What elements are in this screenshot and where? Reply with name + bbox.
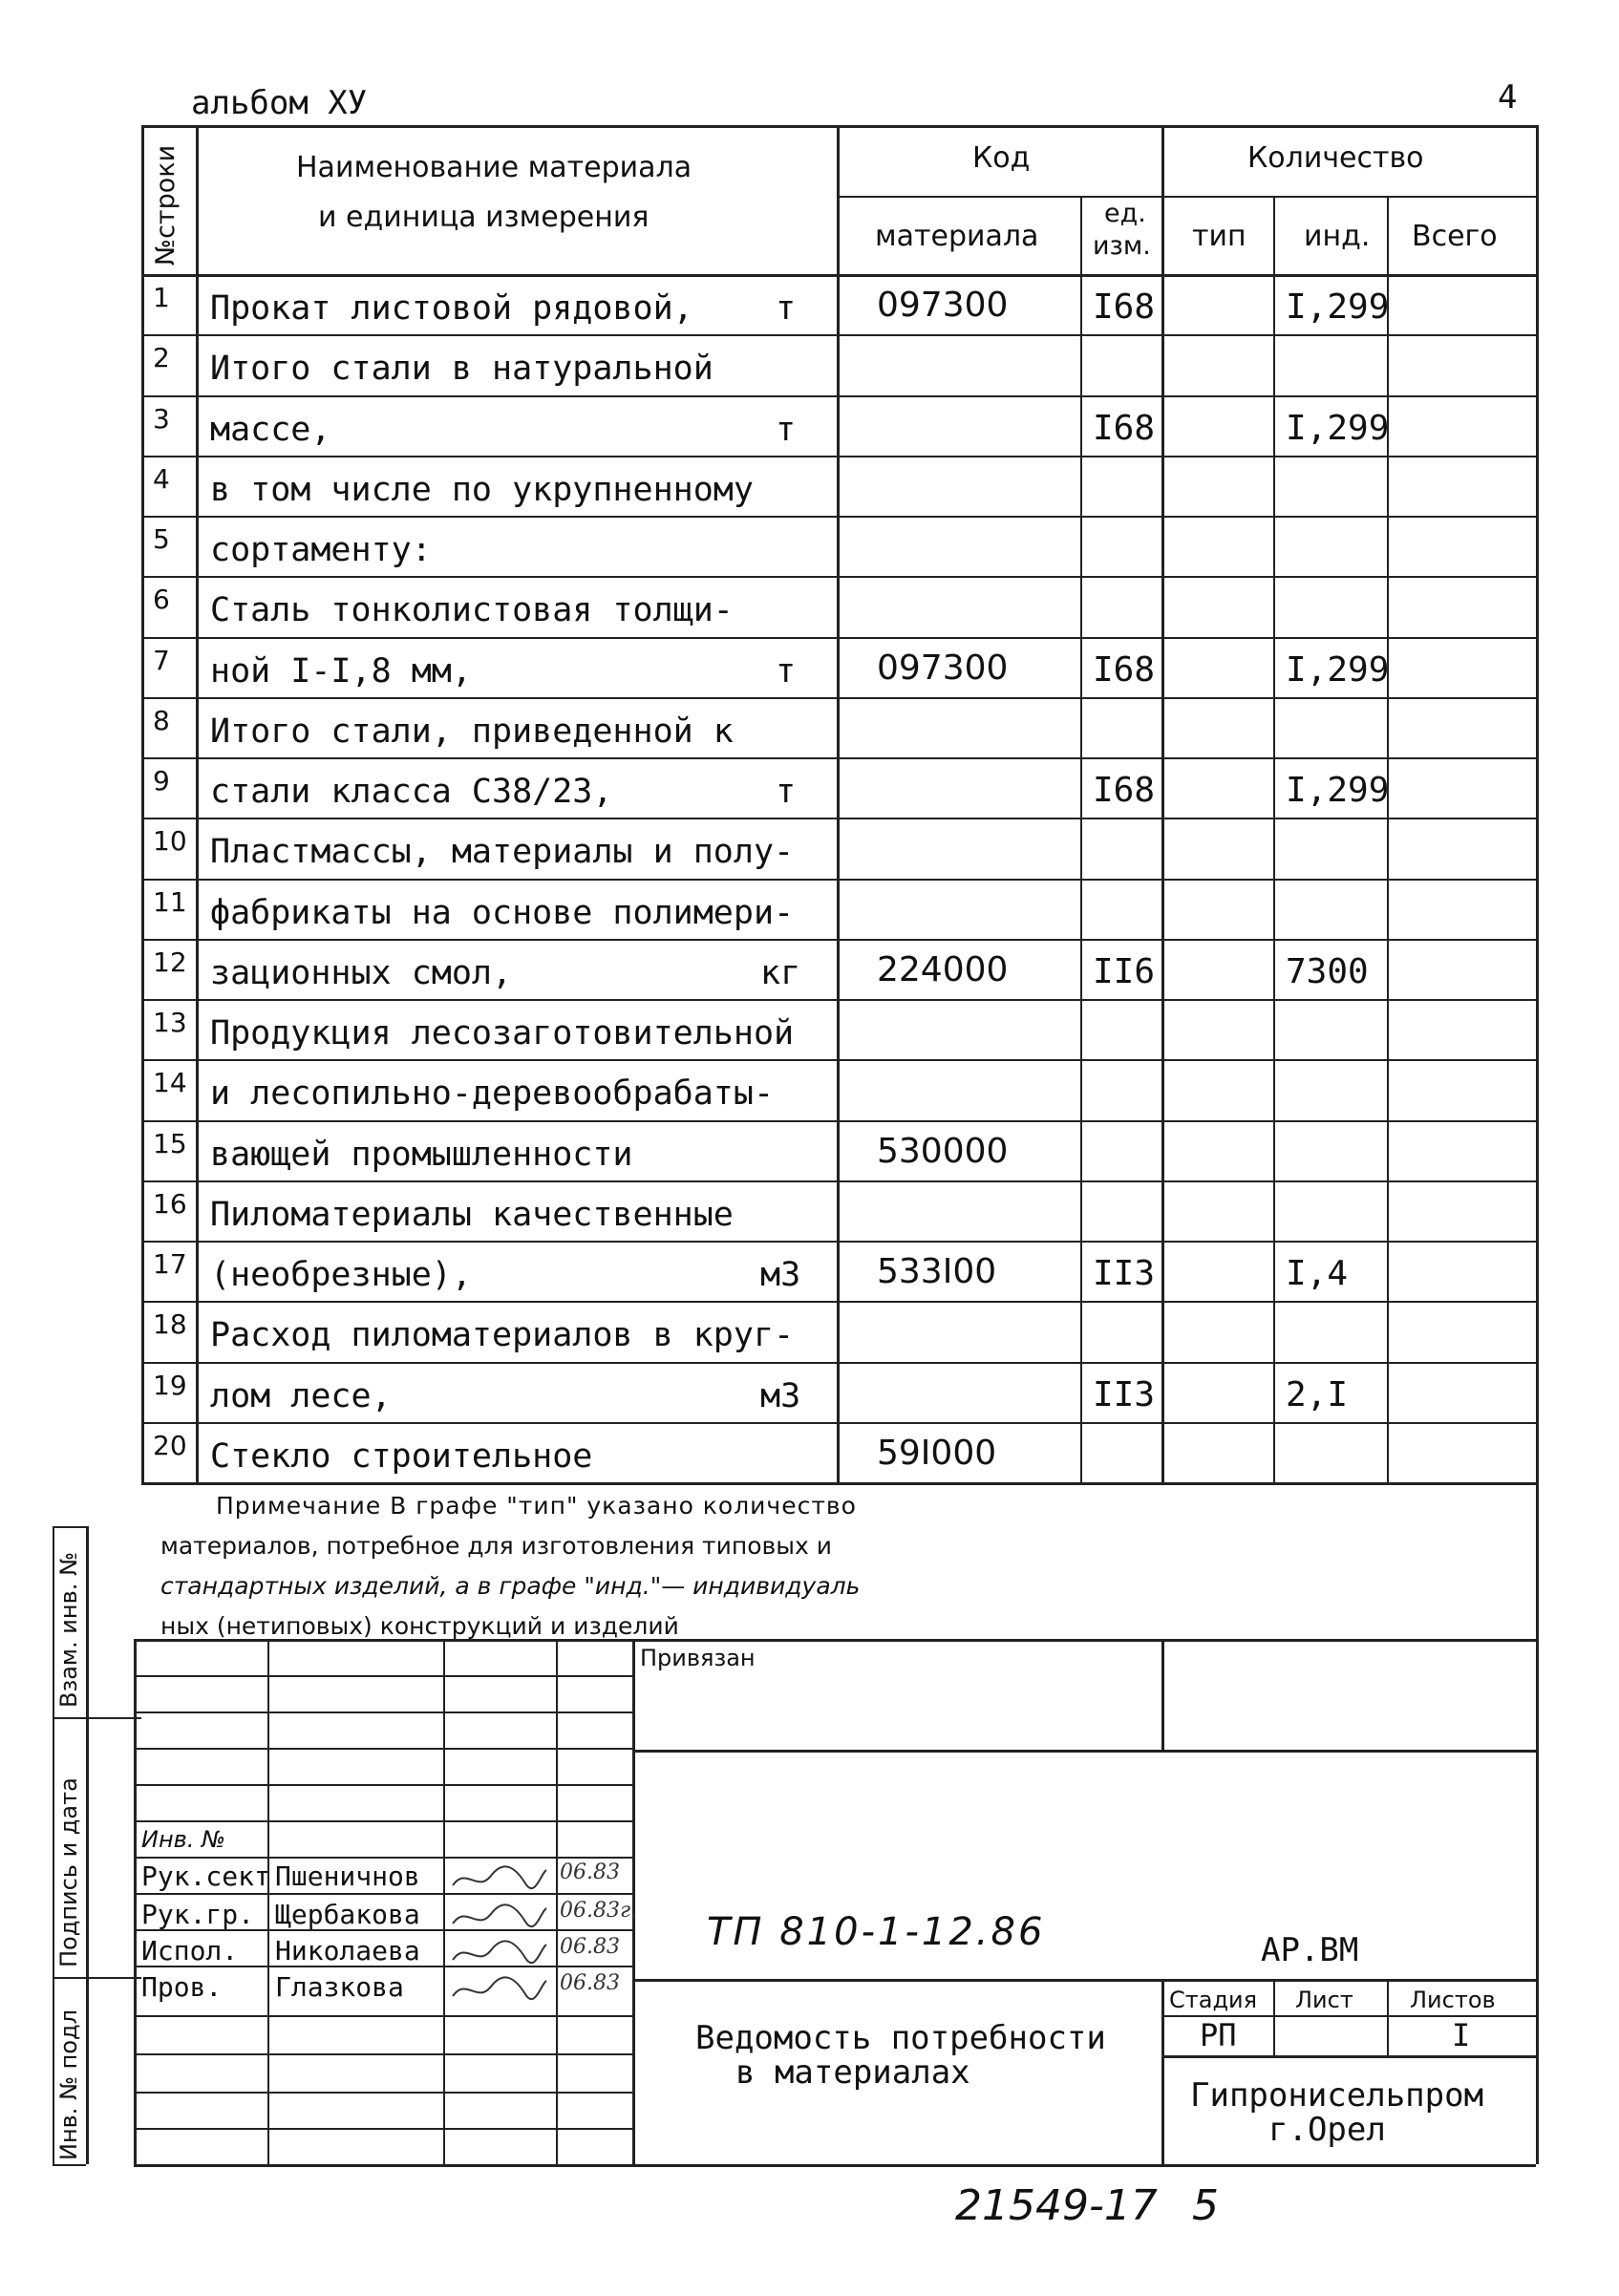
- material-name: массе,: [210, 411, 331, 449]
- row-number: 17: [153, 1248, 187, 1280]
- row-number: 15: [153, 1128, 187, 1159]
- header-row-no: №строки: [151, 144, 181, 266]
- privyazan-label: Привязан: [640, 1645, 756, 1671]
- material-name: и лесопильно-деревообрабаты-: [210, 1074, 775, 1113]
- material-name: Итого стали в натуральной: [210, 350, 714, 388]
- staff-date: 06.83: [560, 1860, 620, 1884]
- doc-title-line1: Ведомость потребности: [695, 2019, 1106, 2057]
- header-quantity: Количество: [1247, 141, 1424, 175]
- archive-number: 21549-17: [955, 2181, 1158, 2230]
- header-name-line1: Наименование материала: [296, 151, 692, 184]
- row-number: 20: [153, 1430, 187, 1461]
- qty-ind: 7300: [1286, 952, 1369, 991]
- material-name: Прокат листовой рядовой,: [210, 289, 693, 328]
- staff-role: Рук.сект: [141, 1860, 270, 1892]
- material-name: Расход пиломатериалов в круг-: [210, 1316, 795, 1354]
- side-vzam: Взам. инв. №: [55, 1552, 82, 1708]
- material-unit: т: [776, 411, 797, 449]
- material-unit: м3: [760, 1256, 801, 1294]
- row-number: 13: [153, 1007, 187, 1038]
- unit-code: II6: [1093, 952, 1156, 991]
- qty-ind: I,299: [1286, 287, 1390, 327]
- staff-name: Глазкова: [275, 1971, 404, 2003]
- unit-code: I68: [1093, 650, 1156, 690]
- archive-sheet: 5: [1192, 2181, 1219, 2230]
- row-number: 18: [153, 1308, 187, 1340]
- row-number: 4: [153, 463, 170, 495]
- material-name: стали класса С38/23,: [210, 773, 613, 811]
- sheets-value: I: [1452, 2017, 1471, 2053]
- page-number: 4: [1498, 78, 1518, 117]
- row-number: 12: [153, 946, 187, 978]
- sheets-label: Листов: [1410, 1987, 1496, 2013]
- staff-name: Пшеничнов: [275, 1860, 420, 1892]
- row-number: 2: [153, 342, 170, 373]
- unit-code: I68: [1093, 771, 1156, 810]
- row-number: 6: [153, 584, 170, 615]
- material-name: вающей промышленности: [210, 1136, 633, 1174]
- staff-date: 06.83: [560, 1935, 620, 1959]
- row-number: 7: [153, 645, 170, 676]
- staff-role: Рук.гр.: [141, 1899, 255, 1930]
- side-inv-podl: Инв. № подл: [55, 2009, 82, 2160]
- material-unit: т: [776, 289, 797, 328]
- signature: [449, 1864, 550, 1898]
- material-code: 59I000: [877, 1434, 997, 1473]
- material-name: Сталь тонколистовая толщи-: [210, 591, 734, 629]
- material-name: фабрикаты на основе полимери-: [210, 894, 795, 932]
- inv-no-label: Инв. №: [141, 1826, 226, 1853]
- material-name: Стекло строительное: [210, 1437, 593, 1476]
- row-number: 10: [153, 825, 187, 857]
- material-name: Пиломатериалы качественные: [210, 1196, 734, 1234]
- signature: [449, 1903, 550, 1936]
- unit-code: II3: [1093, 1254, 1156, 1293]
- row-number: 1: [153, 282, 170, 313]
- material-name: (необрезные),: [210, 1256, 472, 1294]
- stage-value: РП: [1200, 2017, 1237, 2053]
- unit-code: II3: [1093, 1375, 1156, 1414]
- header-type: тип: [1192, 220, 1246, 253]
- staff-role: Испол.: [141, 1935, 239, 1966]
- qty-ind: I,299: [1286, 771, 1390, 810]
- note-line: Примечание В графе "тип" указано количество: [216, 1492, 857, 1520]
- side-podpis: Подпись и дата: [55, 1777, 82, 1967]
- unit-code: I68: [1093, 287, 1156, 327]
- header-ind: инд.: [1304, 220, 1371, 253]
- material-unit: м3: [760, 1377, 801, 1415]
- doc-mark: АР.ВМ: [1261, 1931, 1359, 1969]
- row-number: 9: [153, 765, 170, 797]
- material-name: сортаменту:: [210, 531, 432, 569]
- material-name: Пластмассы, материалы и полу-: [210, 833, 795, 871]
- material-code: 097300: [877, 648, 1009, 688]
- row-number: 11: [153, 886, 187, 918]
- staff-role: Пров.: [141, 1971, 223, 2003]
- material-unit: кг: [760, 954, 801, 992]
- header-code: Код: [972, 141, 1031, 175]
- note-line: стандартных изделий, а в графе "инд."— индивидуаль: [160, 1572, 861, 1600]
- album-label: альбом ХУ: [191, 84, 368, 122]
- material-code: 224000: [877, 950, 1009, 989]
- row-number: 16: [153, 1188, 187, 1220]
- staff-name: Николаева: [275, 1935, 420, 1966]
- signature: [449, 1939, 550, 1972]
- material-name: ной I-I,8 мм,: [210, 652, 472, 691]
- staff-name: Щербакова: [275, 1899, 420, 1930]
- material-unit: т: [776, 652, 797, 691]
- header-unit-code-line1: ед.: [1104, 199, 1146, 228]
- row-number: 14: [153, 1067, 187, 1098]
- org-line1: Гипронисельпром: [1190, 2076, 1484, 2115]
- material-name: в том числе по укрупненному: [210, 471, 754, 509]
- qty-ind: I,299: [1286, 650, 1390, 690]
- header-material: материала: [875, 220, 1039, 253]
- org-line2: г.Орел: [1268, 2111, 1386, 2149]
- material-name: Итого стали, приведенной к: [210, 712, 734, 751]
- unit-code: I68: [1093, 409, 1156, 448]
- header-unit-code-line2: изм.: [1093, 231, 1151, 261]
- row-number: 5: [153, 523, 170, 555]
- material-name: Продукция лесозаготовительной: [210, 1014, 795, 1052]
- doc-code: ТП 810-1-12.86: [707, 1910, 1046, 1954]
- note-line: материалов, потребное для изготовления типовых и: [160, 1532, 832, 1560]
- material-code: 097300: [877, 286, 1009, 325]
- qty-ind: I,299: [1286, 409, 1390, 448]
- material-name: зационных смол,: [210, 954, 513, 992]
- material-code: 533I00: [877, 1252, 997, 1291]
- row-number: 8: [153, 705, 170, 736]
- note-line: ных (нетиповых) конструкций и изделий: [160, 1612, 679, 1640]
- sheet-label: Лист: [1295, 1987, 1353, 2013]
- material-name: лом лесе,: [210, 1377, 392, 1415]
- doc-title-line2: в материалах: [735, 2053, 970, 2092]
- staff-date: 06.83: [560, 1971, 620, 1995]
- staff-date: 06.83г.: [560, 1899, 638, 1923]
- material-code: 530000: [877, 1132, 1009, 1171]
- signature: [449, 1975, 550, 2009]
- material-unit: т: [776, 773, 797, 811]
- qty-ind: 2,I: [1286, 1375, 1349, 1414]
- header-total: Всего: [1412, 220, 1498, 253]
- row-number: 3: [153, 403, 170, 435]
- row-number: 19: [153, 1370, 187, 1401]
- stage-label: Стадия: [1169, 1987, 1258, 2013]
- header-name-line2: и единица измерения: [318, 201, 650, 234]
- qty-ind: I,4: [1286, 1254, 1349, 1293]
